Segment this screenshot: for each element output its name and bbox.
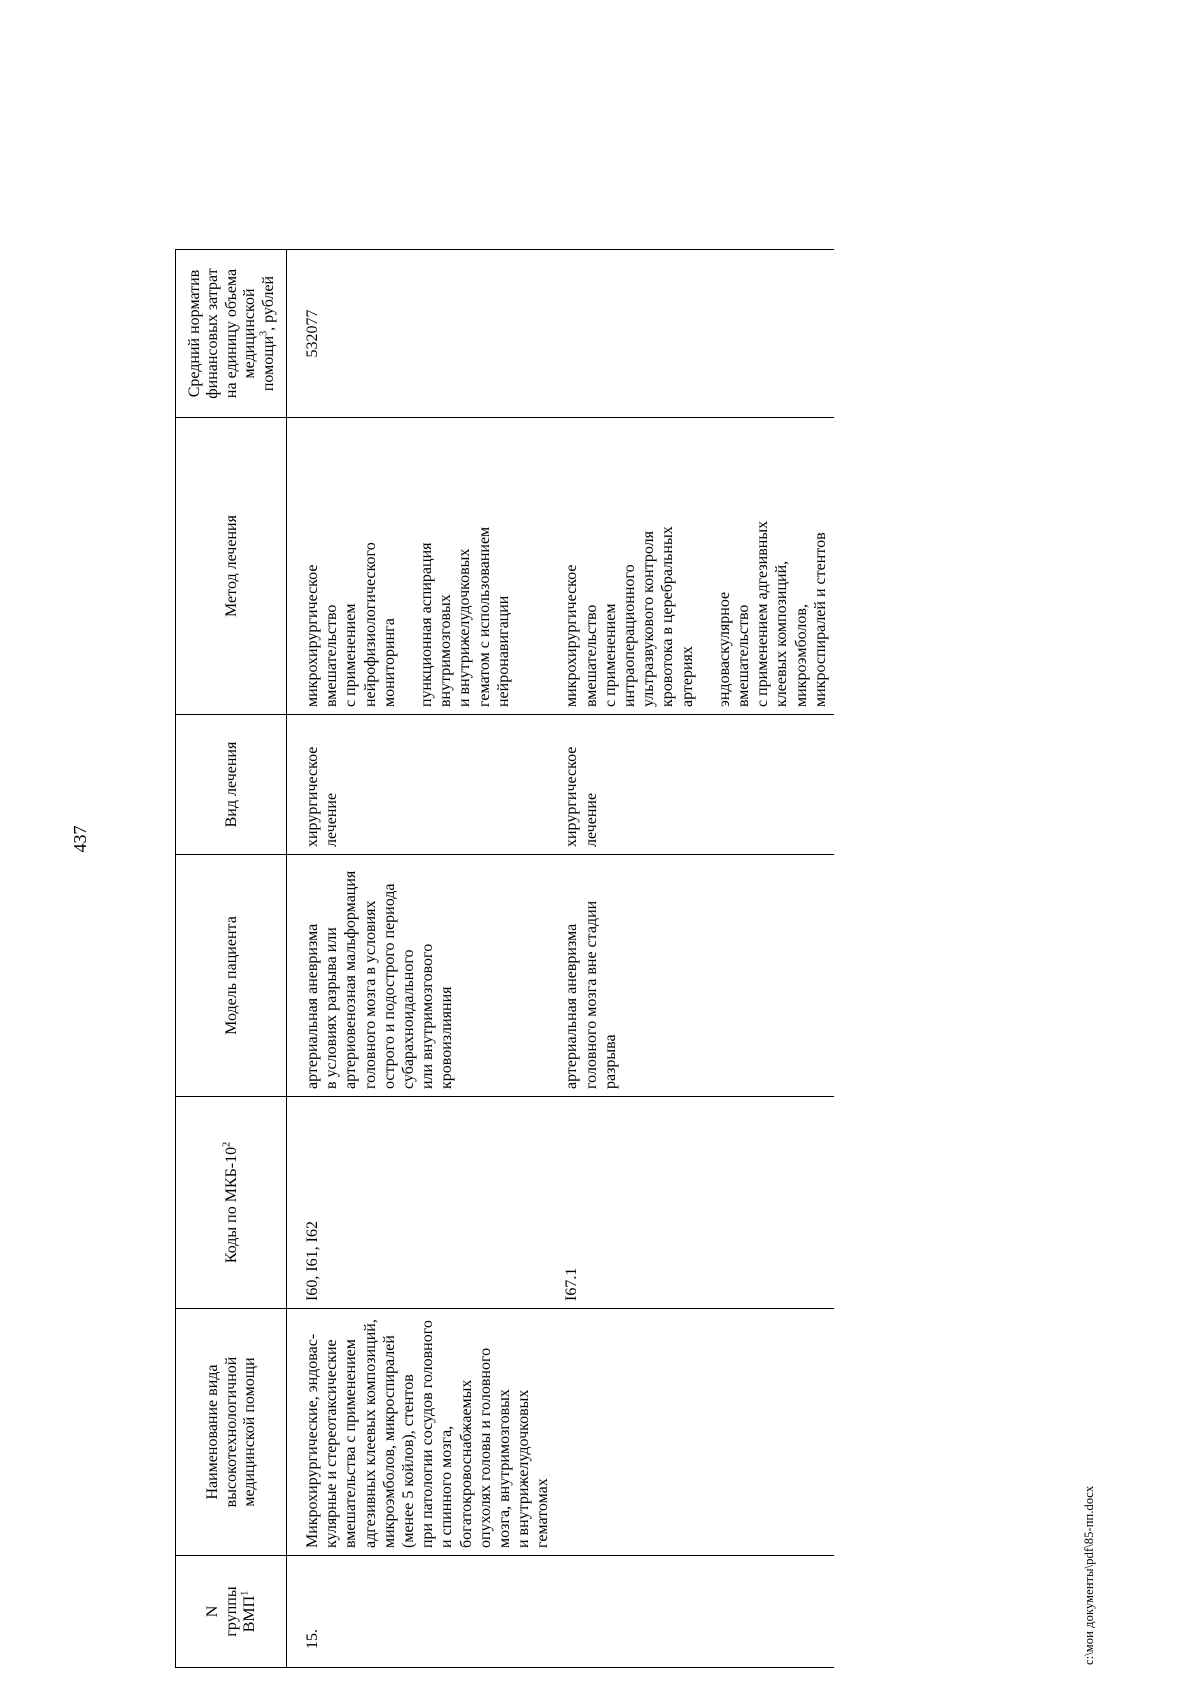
row-model: артериальная аневризма головного мозга вне стадии разрыва [556, 855, 833, 1097]
row-treatment-type: хирургическое лечение [287, 715, 557, 855]
row-methods [287, 418, 557, 715]
row-group-number: 15. [287, 1556, 557, 1668]
header-codes: Коды по МКБ-$10^2$ [176, 1097, 287, 1309]
header-cost: Средний норматив финансовых затрат на единицу объема медицинской помощи$^3$, рублей [176, 250, 287, 418]
row-name [556, 1309, 833, 1556]
header-treatment-type: Вид лечения [176, 715, 287, 855]
method-item: микрохирургическое вмешательство с применением интраоперационного ультразвукового контроля кровотока в церебральных артериях [563, 526, 696, 707]
row-methods [556, 418, 833, 715]
method-item: эндоваскулярное вмешательство с применением адгезивных клеевых композиций, микроэмболов, микроспиралей и стентов [715, 520, 829, 707]
footer-file-path: c:\мои документы\pdf\85-пп.docx [1082, 1485, 1096, 1665]
row-treatment-type: хирургическое лечение [556, 715, 833, 855]
method-spacer [399, 425, 417, 707]
method-item: микрохирургическое вмешательство с применением нейрофизиологического мониторинга [304, 542, 398, 707]
vmp-table [175, 249, 834, 1668]
table-row [287, 250, 557, 1668]
header-group: N группы ВМП$^1$ [176, 1556, 287, 1668]
table-row [556, 250, 833, 1668]
row-model: артериальная аневризма в условиях разрыва или артериовенозная мальформация головного мозга в условиях острого и подострого периода субарахноидального или внутримозгового кровоизлияния [287, 855, 557, 1097]
method-item: пункционная аспирация внутримозговых и внутрижелудочковых гематом с использованием нейронавигации [417, 526, 512, 707]
row-codes: I67.1 [556, 1097, 833, 1309]
row-cost [556, 250, 833, 418]
header-name: Наименование вида высокотехнологичной медицинской помощи [176, 1309, 287, 1556]
row-group-number [556, 1556, 833, 1668]
page-number: 437 [70, 825, 90, 853]
row-cost: 532077 [287, 250, 557, 418]
row-name: Микрохирургические, эндовас- кулярные и стереотаксические вмешательства с применением адгезивных клеевых композиций, микроэмболов, микроспиралей (менее 5 койлов), стентов при патологии сосудов головного и спинного мозга, богатокровоснабжаемых опухолях головы и головного мозга, внутримозговых и внутрижелудочковых гематомах [287, 1309, 557, 1556]
header-method: Метод лечения [176, 418, 287, 715]
row-codes: I60, I61, I62 [287, 1097, 557, 1309]
table-header-row [176, 250, 287, 1668]
header-model: Модель пациента [176, 855, 287, 1097]
